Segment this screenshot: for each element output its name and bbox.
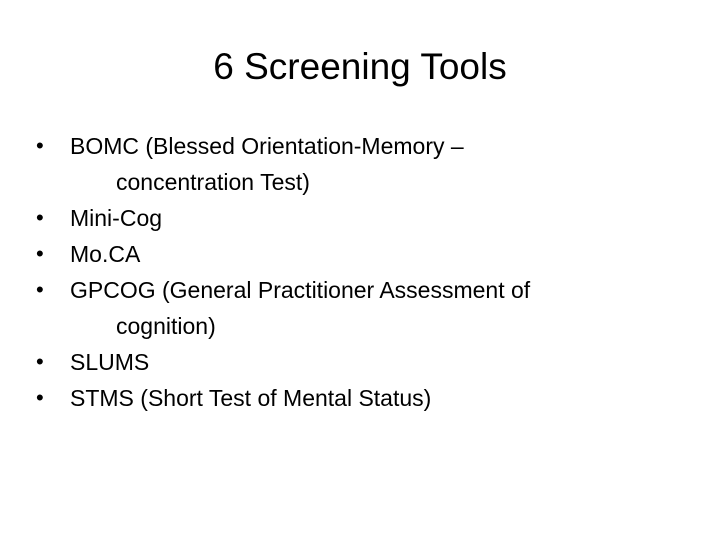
bullet-item-slums — [36, 344, 686, 380]
bullet-text — [70, 236, 686, 272]
bullet-line: STMS (Short Test of Mental Status) — [70, 385, 432, 411]
bullet-text — [70, 344, 686, 380]
bullet-list — [36, 128, 686, 416]
bullet-item-stms — [36, 380, 686, 416]
bullet-icon: • — [36, 385, 44, 410]
bullet-line: SLUMS — [70, 349, 150, 375]
bullet-text — [70, 128, 686, 200]
bullet-line: GPCOG (General Practitioner Assessment of — [70, 277, 531, 303]
bullet-icon: • — [36, 349, 44, 374]
bullet-line: BOMC (Blessed Orientation-Memory – — [70, 133, 464, 159]
slide-title: 6 Screening Tools — [213, 46, 507, 87]
bullet-item-gpcog — [36, 272, 686, 344]
bullet-item-mini-cog — [36, 200, 686, 236]
bullet-text — [70, 380, 686, 416]
bullet-text — [70, 200, 686, 236]
bullet-line-continued: concentration Test) — [116, 169, 310, 195]
bullet-item-moca — [36, 236, 686, 272]
bullet-icon: • — [36, 241, 44, 266]
bullet-icon: • — [36, 277, 44, 302]
bullet-icon: • — [36, 205, 44, 230]
bullet-text — [70, 272, 686, 344]
bullet-icon: • — [36, 133, 44, 158]
bullet-line: Mini-Cog — [70, 205, 163, 231]
bullet-line-continued: cognition) — [116, 313, 216, 339]
bullet-line: Mo.CA — [70, 241, 141, 267]
bullet-item-bomc — [36, 128, 686, 200]
